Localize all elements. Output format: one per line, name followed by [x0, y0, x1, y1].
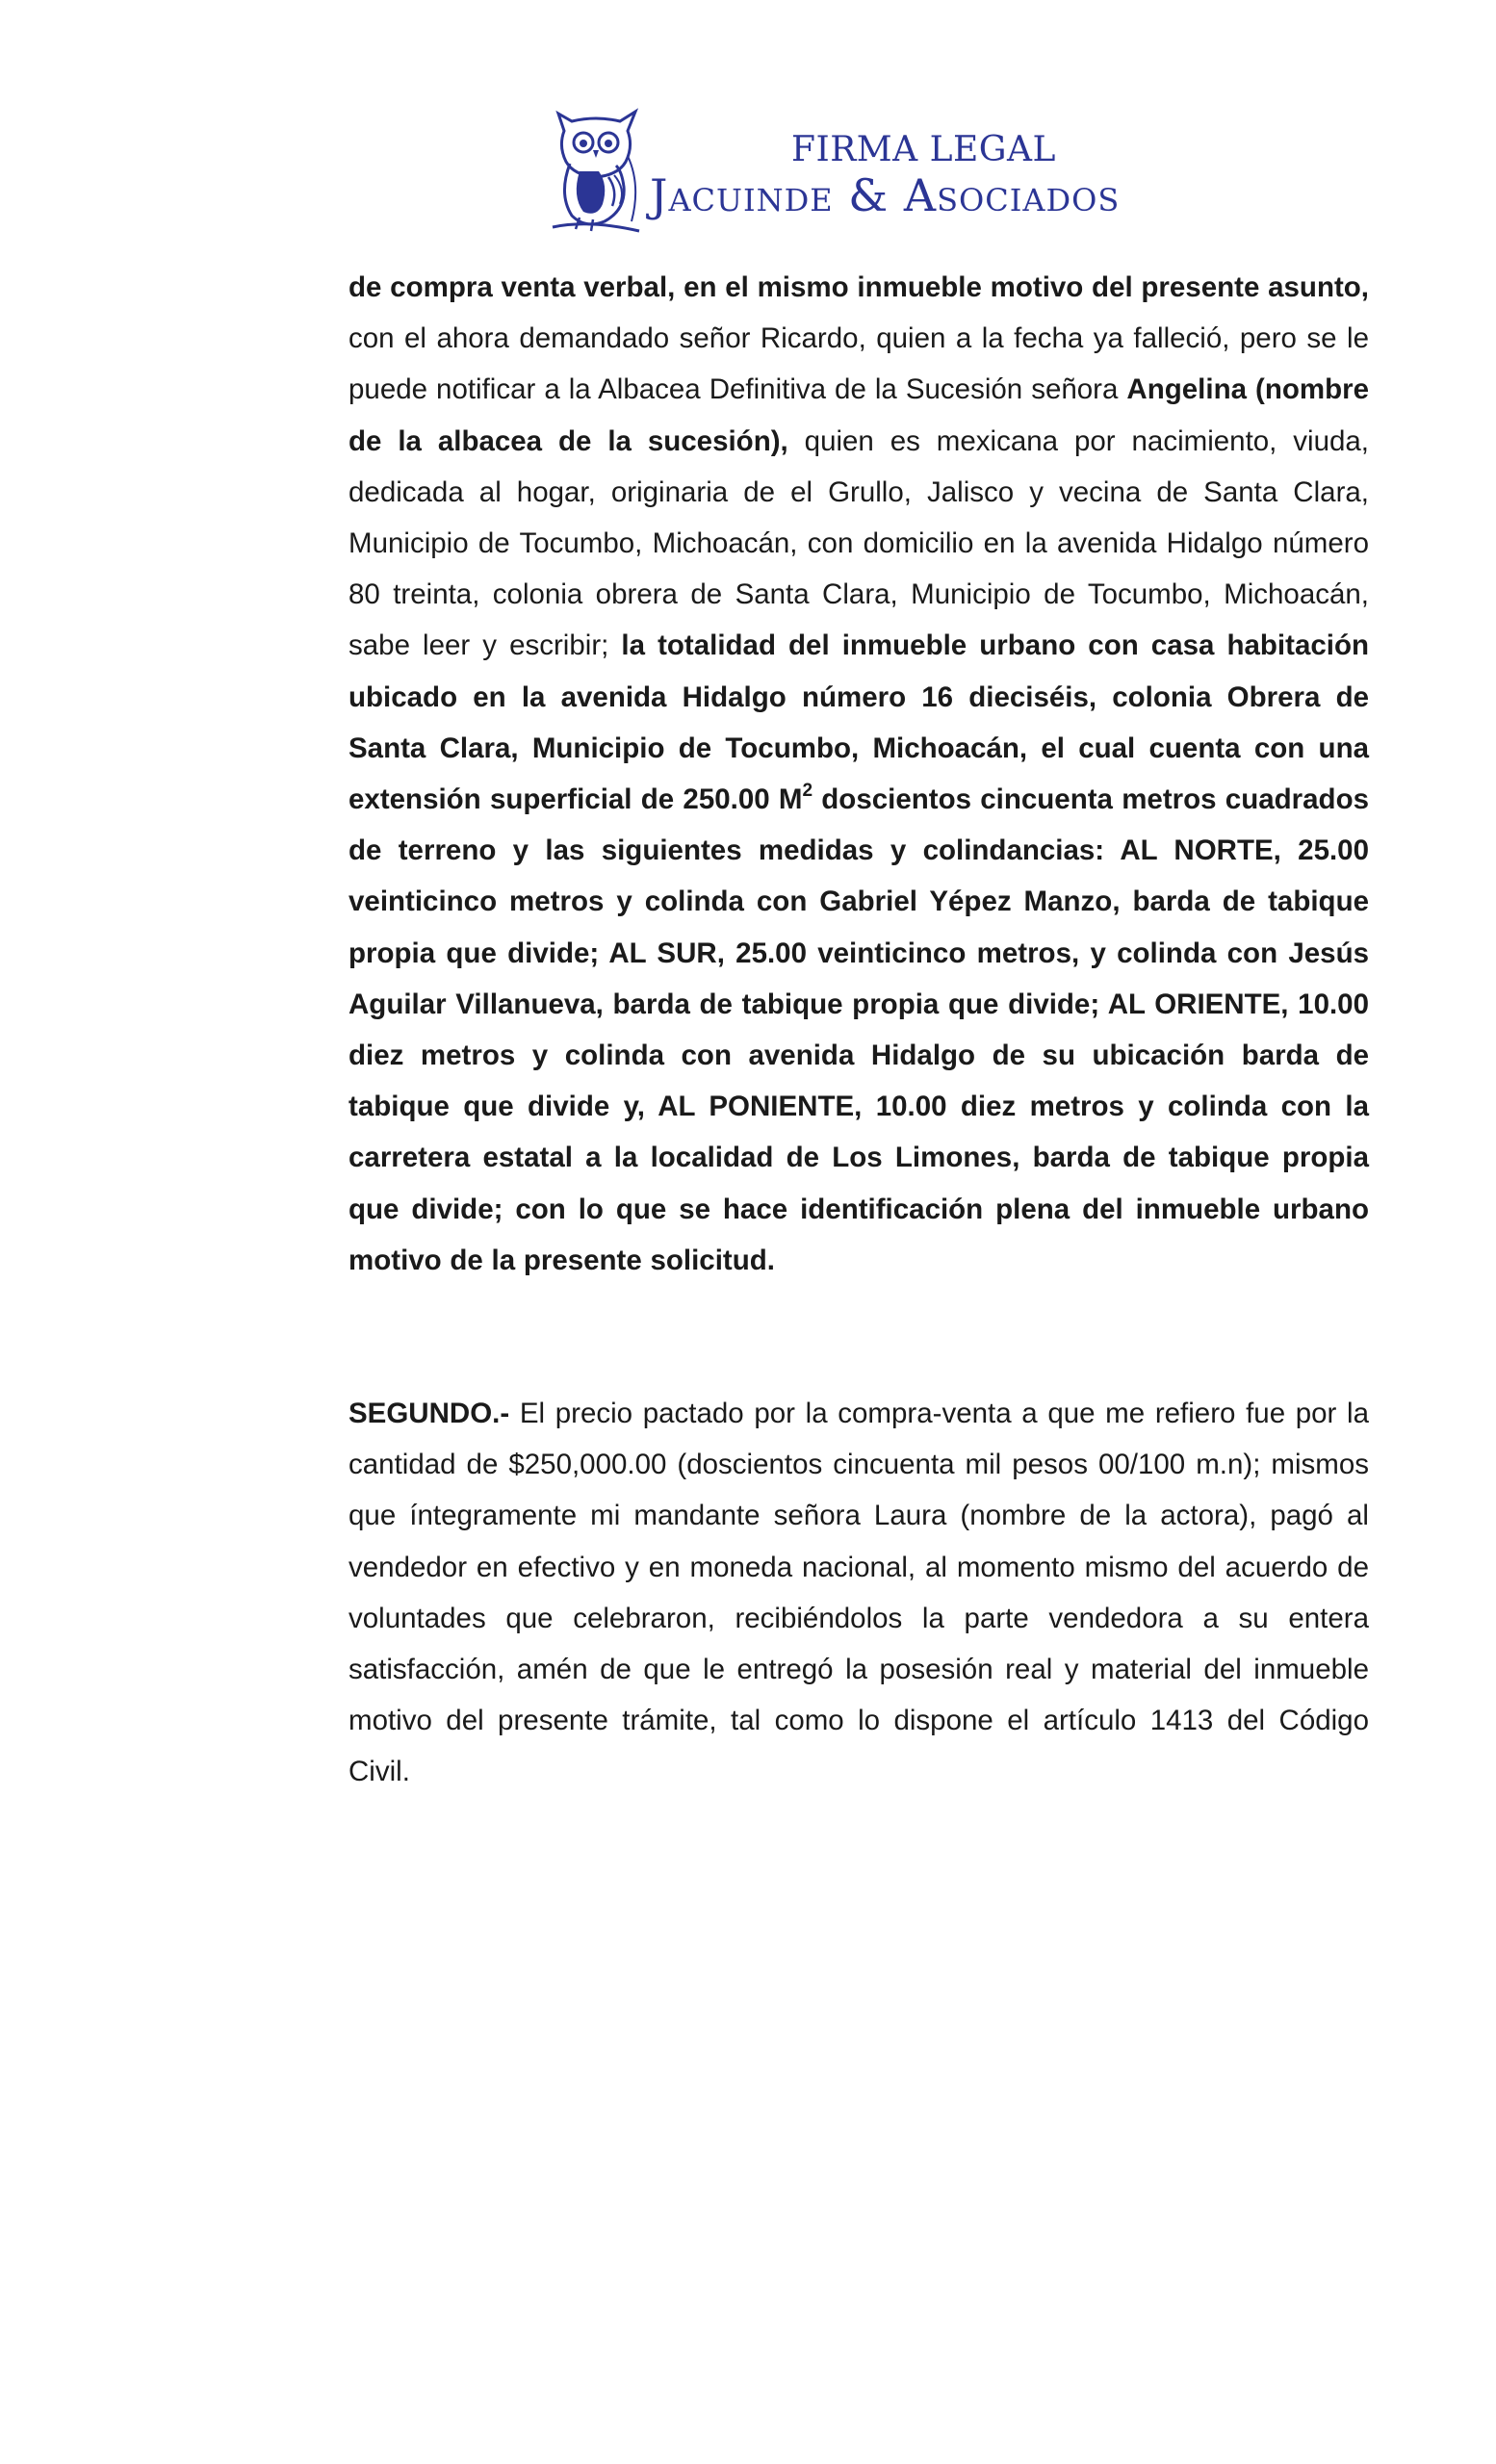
bold-span-albacea: Angelina (nombre de la albacea de la sucesión),: [348, 373, 1369, 457]
text-span: quien es mexicana por nacimiento, viuda, dedicada al hogar, originaria de el Grullo, Jalisco y vecina de Santa Clara, Municipio de Tocumbo, Michoacán, con domicilio en la avenida Hidalgo número 80 treinta, colonia obrera de Santa Clara, Municipio de Tocumbo, Michoacán, sabe leer y escribir;: [348, 424, 1369, 662]
paragraph-property-description: [348, 262, 1369, 1286]
text-span: con el ahora demandado señor Ricardo, quien a la fecha ya falleció, pero se le puede notificar a la Albacea Definitiva de la Sucesión señora: [348, 322, 1369, 406]
section-heading: SEGUNDO.-: [348, 1398, 510, 1430]
bold-span-boundaries: doscientos cincuenta metros cuadrados de terreno y las siguientes medidas y colindancias: AL NORTE, 25.00 veinticinco metros y colinda con Gabriel Yépez Manzo, barda de tabique propia que divide; AL SUR, 25.00 veinticinco metros, y colinda con Jesús Aguilar Villanueva, barda de tabique propia que divide; AL ORIENTE, 10.00 diez metros y colinda con avenida Hidalgo de su ubicación barda de tabique que divide y, AL PONIENTE, 10.00 diez metros y colinda con la carretera estatal a la localidad de Los Limones, barda de tabique propia que divide; con lo que se hace identificación plena del inmueble urbano motivo de la presente solicitud.: [348, 783, 1369, 1276]
letterhead: [539, 104, 1271, 239]
document-body: [348, 262, 1369, 1798]
paragraph-segundo: [348, 1388, 1369, 1798]
owl-logo-icon: [551, 108, 642, 235]
superscript: 2: [802, 781, 813, 802]
firm-name: Jacuinde & Asociados: [650, 169, 1121, 221]
bold-span: de compra venta verbal, en el mismo inmueble motivo del presente asunto,: [348, 271, 1369, 303]
text-span: El precio pactado por la compra-venta a que me refiero fue por la cantidad de $250,000.00 (doscientos cincuenta mil pesos 00/100 m.n); mismos que íntegramente mi mandante señora Laura (nombre de la actora), pagó al vendedor en efectivo y en moneda nacional, al momento mismo del acuerdo de voluntades que celebraron, recibiéndolos la parte vendedora a su entera satisfacción, amén de que le entregó la posesión real y material del inmueble motivo del presente trámite, tal como lo dispone el artículo 1413 del Código Civil.: [348, 1398, 1369, 1788]
firm-subtitle: FIRMA LEGAL: [791, 130, 1056, 169]
bold-span-property: la totalidad del inmueble urbano con casa habitación ubicado en la avenida Hidalgo número 16 dieciséis, colonia Obrera de Santa Clara, Municipio de Tocumbo, Michoacán, el cual cuenta con una extensión superficial de 250.00 M: [348, 629, 1369, 816]
